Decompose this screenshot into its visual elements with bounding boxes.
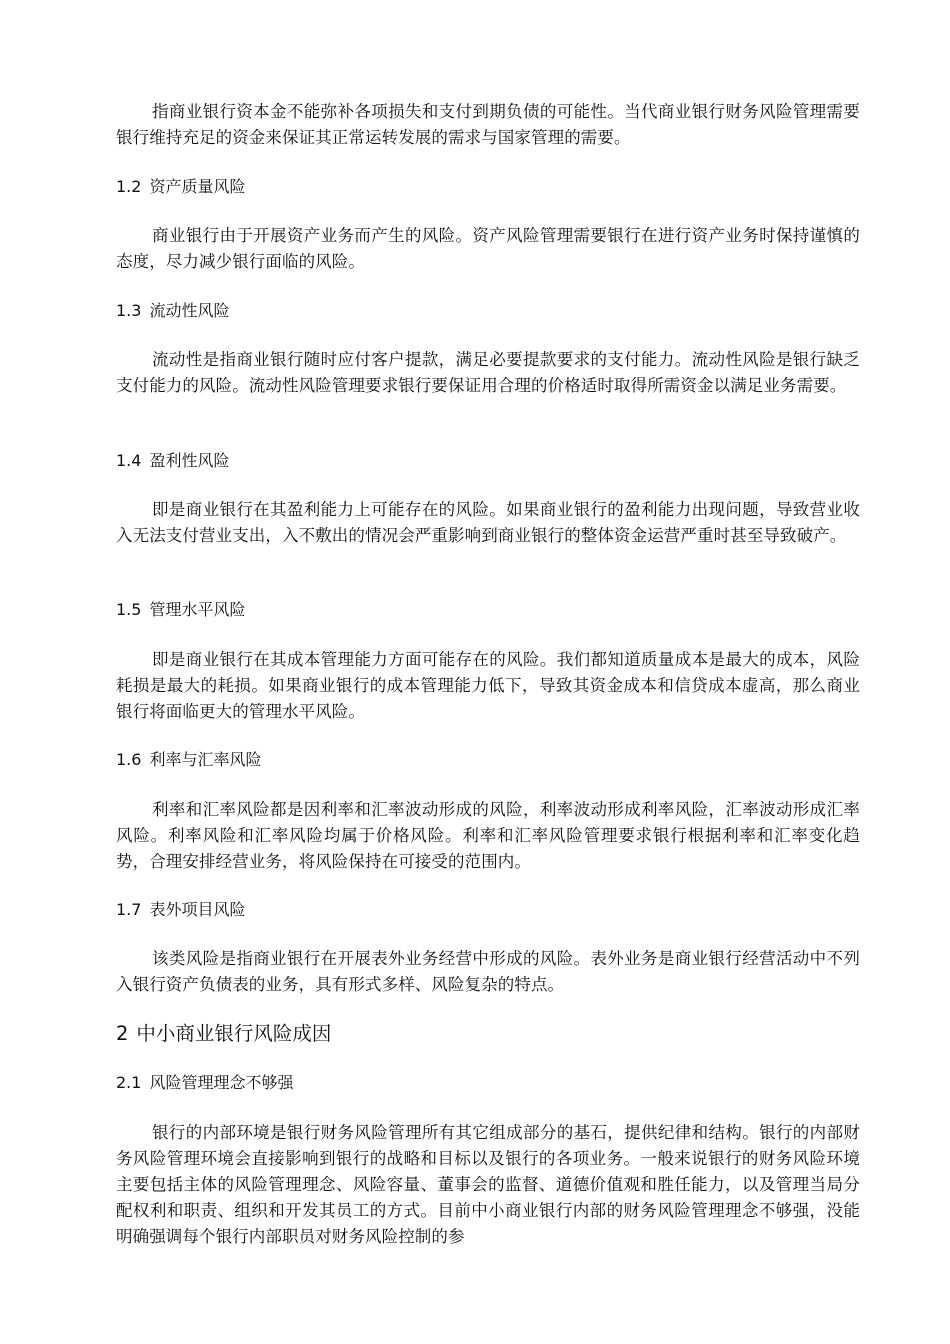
paragraph-profitability: 即是商业银行在其盈利能力上可能存在的风险。如果商业银行的盈利能力出现问题，导致营业收入无法支付营业支出，入不敷出的情况会严重影响到商业银行的整体资金运营严重时甚至导致破产。	[116, 500, 860, 545]
heading-1-2	[116, 176, 245, 198]
paragraph-internal-environment: 银行的内部环境是银行财务风险管理所有其它组成部分的基石，提供纪律和结构。银行的内部财务风险管理环境会直接影响到银行的战略和目标以及银行的各项业务。一般来说银行的财务风险环境主要包括主体的风险管理理念、风险容量、董事会的监督、道德价值观和胜任能力，以及管理当局分配权利和职责、组织和开发其员工的方式。目前中小商业银行内部的财务风险管理理念不够强，没能明确强调每个银行内部职员对财务风险控制的参	[116, 1123, 860, 1246]
heading-text: 资产质量风险	[149, 177, 246, 196]
heading-number: 1.7	[116, 900, 142, 919]
heading-number: 1.2	[116, 177, 142, 196]
heading-text: 流动性风险	[149, 301, 230, 320]
heading-number: 1.6	[116, 750, 142, 769]
heading-number: 1.3	[116, 301, 142, 320]
heading-1-7	[116, 899, 245, 921]
heading-number: 2.1	[116, 1073, 142, 1092]
heading-number: 1.5	[116, 600, 142, 619]
paragraph-capital-adequacy: 指商业银行资本金不能弥补各项损失和支付到期负债的可能性。当代商业银行财务风险管理需要银行维持充足的资金来保证其正常运转发展的需求与国家管理的需要。	[116, 102, 860, 147]
section-heading-2	[116, 1021, 331, 1047]
heading-text: 风险管理理念不够强	[149, 1073, 294, 1092]
heading-text: 表外项目风险	[149, 900, 246, 919]
heading-number: 1.4	[116, 451, 142, 470]
heading-1-4	[116, 450, 229, 472]
heading-2-1	[116, 1072, 293, 1094]
paragraph-liquidity: 流动性是指商业银行随时应付客户提款，满足必要提款要求的支付能力。流动性风险是银行缺乏支付能力的风险。流动性风险管理要求银行要保证用合理的价格适时取得所需资金以满足业务需要。	[116, 350, 860, 395]
section-text: 中小商业银行风险成因	[136, 1022, 332, 1045]
heading-1-6	[116, 749, 261, 771]
paragraph-asset-quality: 商业银行由于开展资产业务而产生的风险。资产风险管理需要银行在进行资产业务时保持谨慎的态度，尽力减少银行面临的风险。	[116, 226, 860, 271]
heading-1-3	[116, 300, 229, 322]
heading-text: 管理水平风险	[149, 600, 246, 619]
section-number: 2	[116, 1022, 129, 1045]
heading-1-5	[116, 599, 245, 621]
paragraph-off-balance: 该类风险是指商业银行在开展表外业务经营中形成的风险。表外业务是商业银行经营活动中不列入银行资产负债表的业务，具有形式多样、风险复杂的特点。	[116, 949, 860, 994]
paragraph-management-level: 即是商业银行在其成本管理能力方面可能存在的风险。我们都知道质量成本是最大的成本，风险耗损是最大的耗损。如果商业银行的成本管理能力低下，导致其资金成本和信贷成本虚高，那么商业银行将面临更大的管理水平风险。	[116, 650, 860, 721]
heading-text: 利率与汇率风险	[149, 750, 262, 769]
heading-text: 盈利性风险	[149, 451, 230, 470]
paragraph-interest-exchange: 利率和汇率风险都是因利率和汇率波动形成的风险，利率波动形成利率风险，汇率波动形成汇率风险。利率风险和汇率风险均属于价格风险。利率和汇率风险管理要求银行根据利率和汇率变化趋势，合理安排经营业务，将风险保持在可接受的范围内。	[116, 800, 860, 871]
